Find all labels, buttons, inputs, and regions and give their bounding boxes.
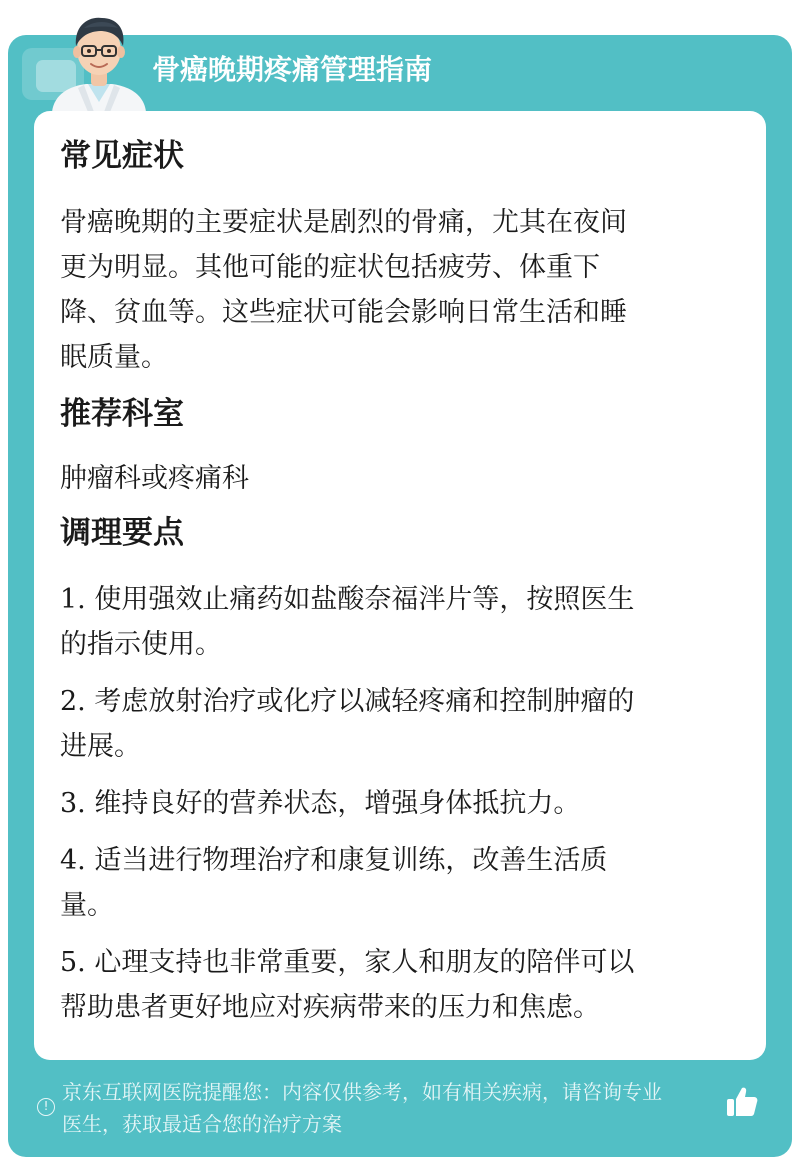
list-text: 心理支持也非常重要，家人和朋友的陪伴可以 bbox=[94, 947, 635, 978]
page-title: 骨癌晚期疼痛管理指南 bbox=[152, 53, 433, 86]
symptoms-line: 骨癌晚期的主要症状是剧烈的骨痛，尤其在夜间 bbox=[60, 207, 627, 238]
symptoms-line: 降、贫血等。这些症状可能会影响日常生活和睡 bbox=[60, 297, 627, 328]
list-text: 适当进行物理治疗和康复训练，改善生活质 bbox=[94, 845, 608, 876]
list-item bbox=[60, 679, 730, 769]
list-text: 进展。 bbox=[60, 731, 141, 762]
footer-line: 医生，获取最适合您的治疗方案 bbox=[62, 1112, 342, 1136]
footer-line: 京东互联网医院提醒您：内容仅供参考，如有相关疾病，请咨询专业 bbox=[62, 1080, 662, 1104]
list-item bbox=[60, 940, 730, 1030]
doctor-avatar bbox=[44, 6, 154, 112]
list-text: 维持良好的营养状态，增强身体抵抗力。 bbox=[94, 788, 581, 819]
info-icon: ! bbox=[37, 1098, 55, 1116]
list-number: 3. bbox=[60, 788, 86, 819]
list-number: 1. bbox=[60, 584, 86, 615]
section-title-care: 调理要点 bbox=[60, 515, 184, 551]
section-title-department: 推荐科室 bbox=[60, 396, 184, 432]
section-title-symptoms: 常见症状 bbox=[60, 138, 184, 174]
list-item bbox=[60, 577, 730, 667]
thumbs-up-icon[interactable] bbox=[724, 1084, 760, 1120]
list-item bbox=[60, 781, 730, 826]
list-text: 帮助患者更好地应对疾病带来的压力和焦虑。 bbox=[60, 992, 600, 1023]
content-body bbox=[60, 134, 730, 1030]
list-text: 考虑放射治疗或化疗以减轻疼痛和控制肿瘤的 bbox=[94, 686, 635, 717]
list-number: 5. bbox=[60, 947, 86, 978]
department-text: 肿瘤科或疼痛科 bbox=[60, 463, 249, 494]
care-list bbox=[60, 577, 730, 1030]
list-item bbox=[60, 838, 730, 928]
list-text: 使用强效止痛药如盐酸奈福泮片等，按照医生 bbox=[94, 584, 635, 615]
symptoms-paragraph bbox=[60, 200, 730, 380]
list-number: 2. bbox=[60, 686, 86, 717]
list-text: 量。 bbox=[60, 890, 114, 921]
symptoms-line: 更为明显。其他可能的症状包括疲劳、体重下 bbox=[60, 252, 600, 283]
list-number: 4. bbox=[60, 845, 86, 876]
footer-disclaimer bbox=[62, 1076, 727, 1140]
symptoms-line: 眠质量。 bbox=[60, 342, 168, 373]
list-text: 的指示使用。 bbox=[60, 629, 222, 660]
